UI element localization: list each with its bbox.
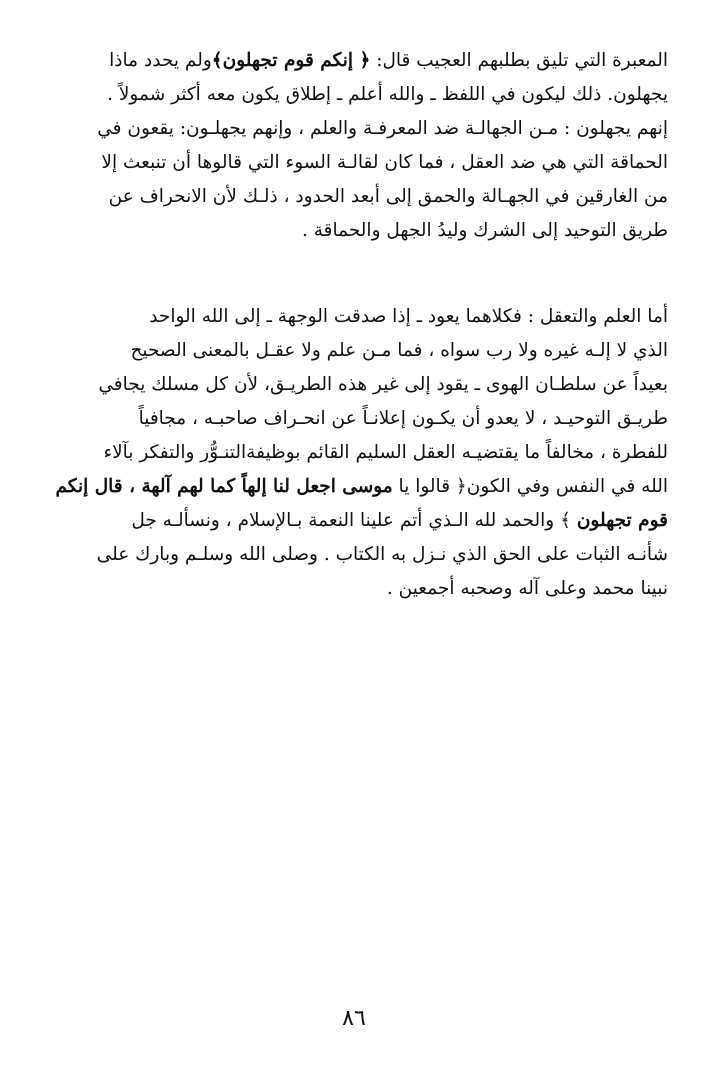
quranic-verse: ﴿ إنكم قوم تجهلون﴾ <box>211 50 371 71</box>
text-line: طريق التوحيد إلى الشرك وليدُ الجهل والحماقة . <box>302 220 668 241</box>
text-line: يجهلون. ذلك ليكون في اللفظ ـ والله أعلم ـ إطلاق يكون معه أكثر شمولاً . <box>107 84 668 105</box>
text-line: نبينا محمد وعلى آله وصحبه أجمعين . <box>386 578 668 599</box>
text-line: الذي لا إلـه غيره ولا رب سواه ، فما مـن علم ولا عقـل بالمعنى الصحيح <box>130 340 668 361</box>
text-line: أما العلم والتعقل : فكلاهما يعود ـ إذا صدقت الوجهة ـ إلى الله الواحد <box>149 306 668 327</box>
text-line: بعيداً عن سلطـان الهوى ـ يقود إلى غير هذه الطريـق، لأن كل مسلك يجافي <box>98 374 668 395</box>
text-line: المعبرة التي تليق بطلبهم العجيب قال: ﴿ إنكم قوم تجهلون﴾ولم يحدد ماذا <box>109 50 668 71</box>
quranic-verse: قوم تجهلون <box>576 510 668 531</box>
text-line: إنهم يجهلون : مـن الجهالـة ضد المعرفـة والعلم ، وإنهم يجهلـون: يقعون في <box>97 118 668 139</box>
text-line: للفطرة ، مخالفاً ما يقتضيـه العقل السليم القائم بوظيفةالتنـوُّر والتفكر بآلاء <box>103 442 668 463</box>
quranic-verse: موسى اجعل لنا إلهاً كما لهم آلهة ، قال إنكم <box>55 476 393 497</box>
text-line: طريـق التوحيـد ، لا يعدو أن يكـون إعلانـاً عن انحـراف صاحبـه ، مجافياً <box>138 408 668 429</box>
paragraph-1 <box>38 44 668 248</box>
text-line: قوم تجهلون ﴾ والحمد لله الـذي أتم علينا النعمة بـالإسلام ، ونسألـه جل <box>131 510 668 531</box>
paragraph-2 <box>38 300 668 606</box>
text-line: من الغارقين في الجهـالة والحمق إلى أبعد الحدود ، ذلـك لأن الانحراف عن <box>108 186 668 207</box>
text-line: الله في النفس وفي الكون﴿ قالوا يا موسى اجعل لنا إلهاً كما لهم آلهة ، قال إنكم <box>55 476 668 497</box>
text-line: الحماقة التي هي ضد العقل ، فما كان لقالـة السوء التي قالوها أن تنبعث إلا <box>101 152 668 173</box>
text-line: شأنـه الثبات على الحق الذي نـزل به الكتاب . وصلى الله وسلـم وبارك على <box>96 544 668 565</box>
page-number: ٨٦ <box>342 1006 366 1031</box>
